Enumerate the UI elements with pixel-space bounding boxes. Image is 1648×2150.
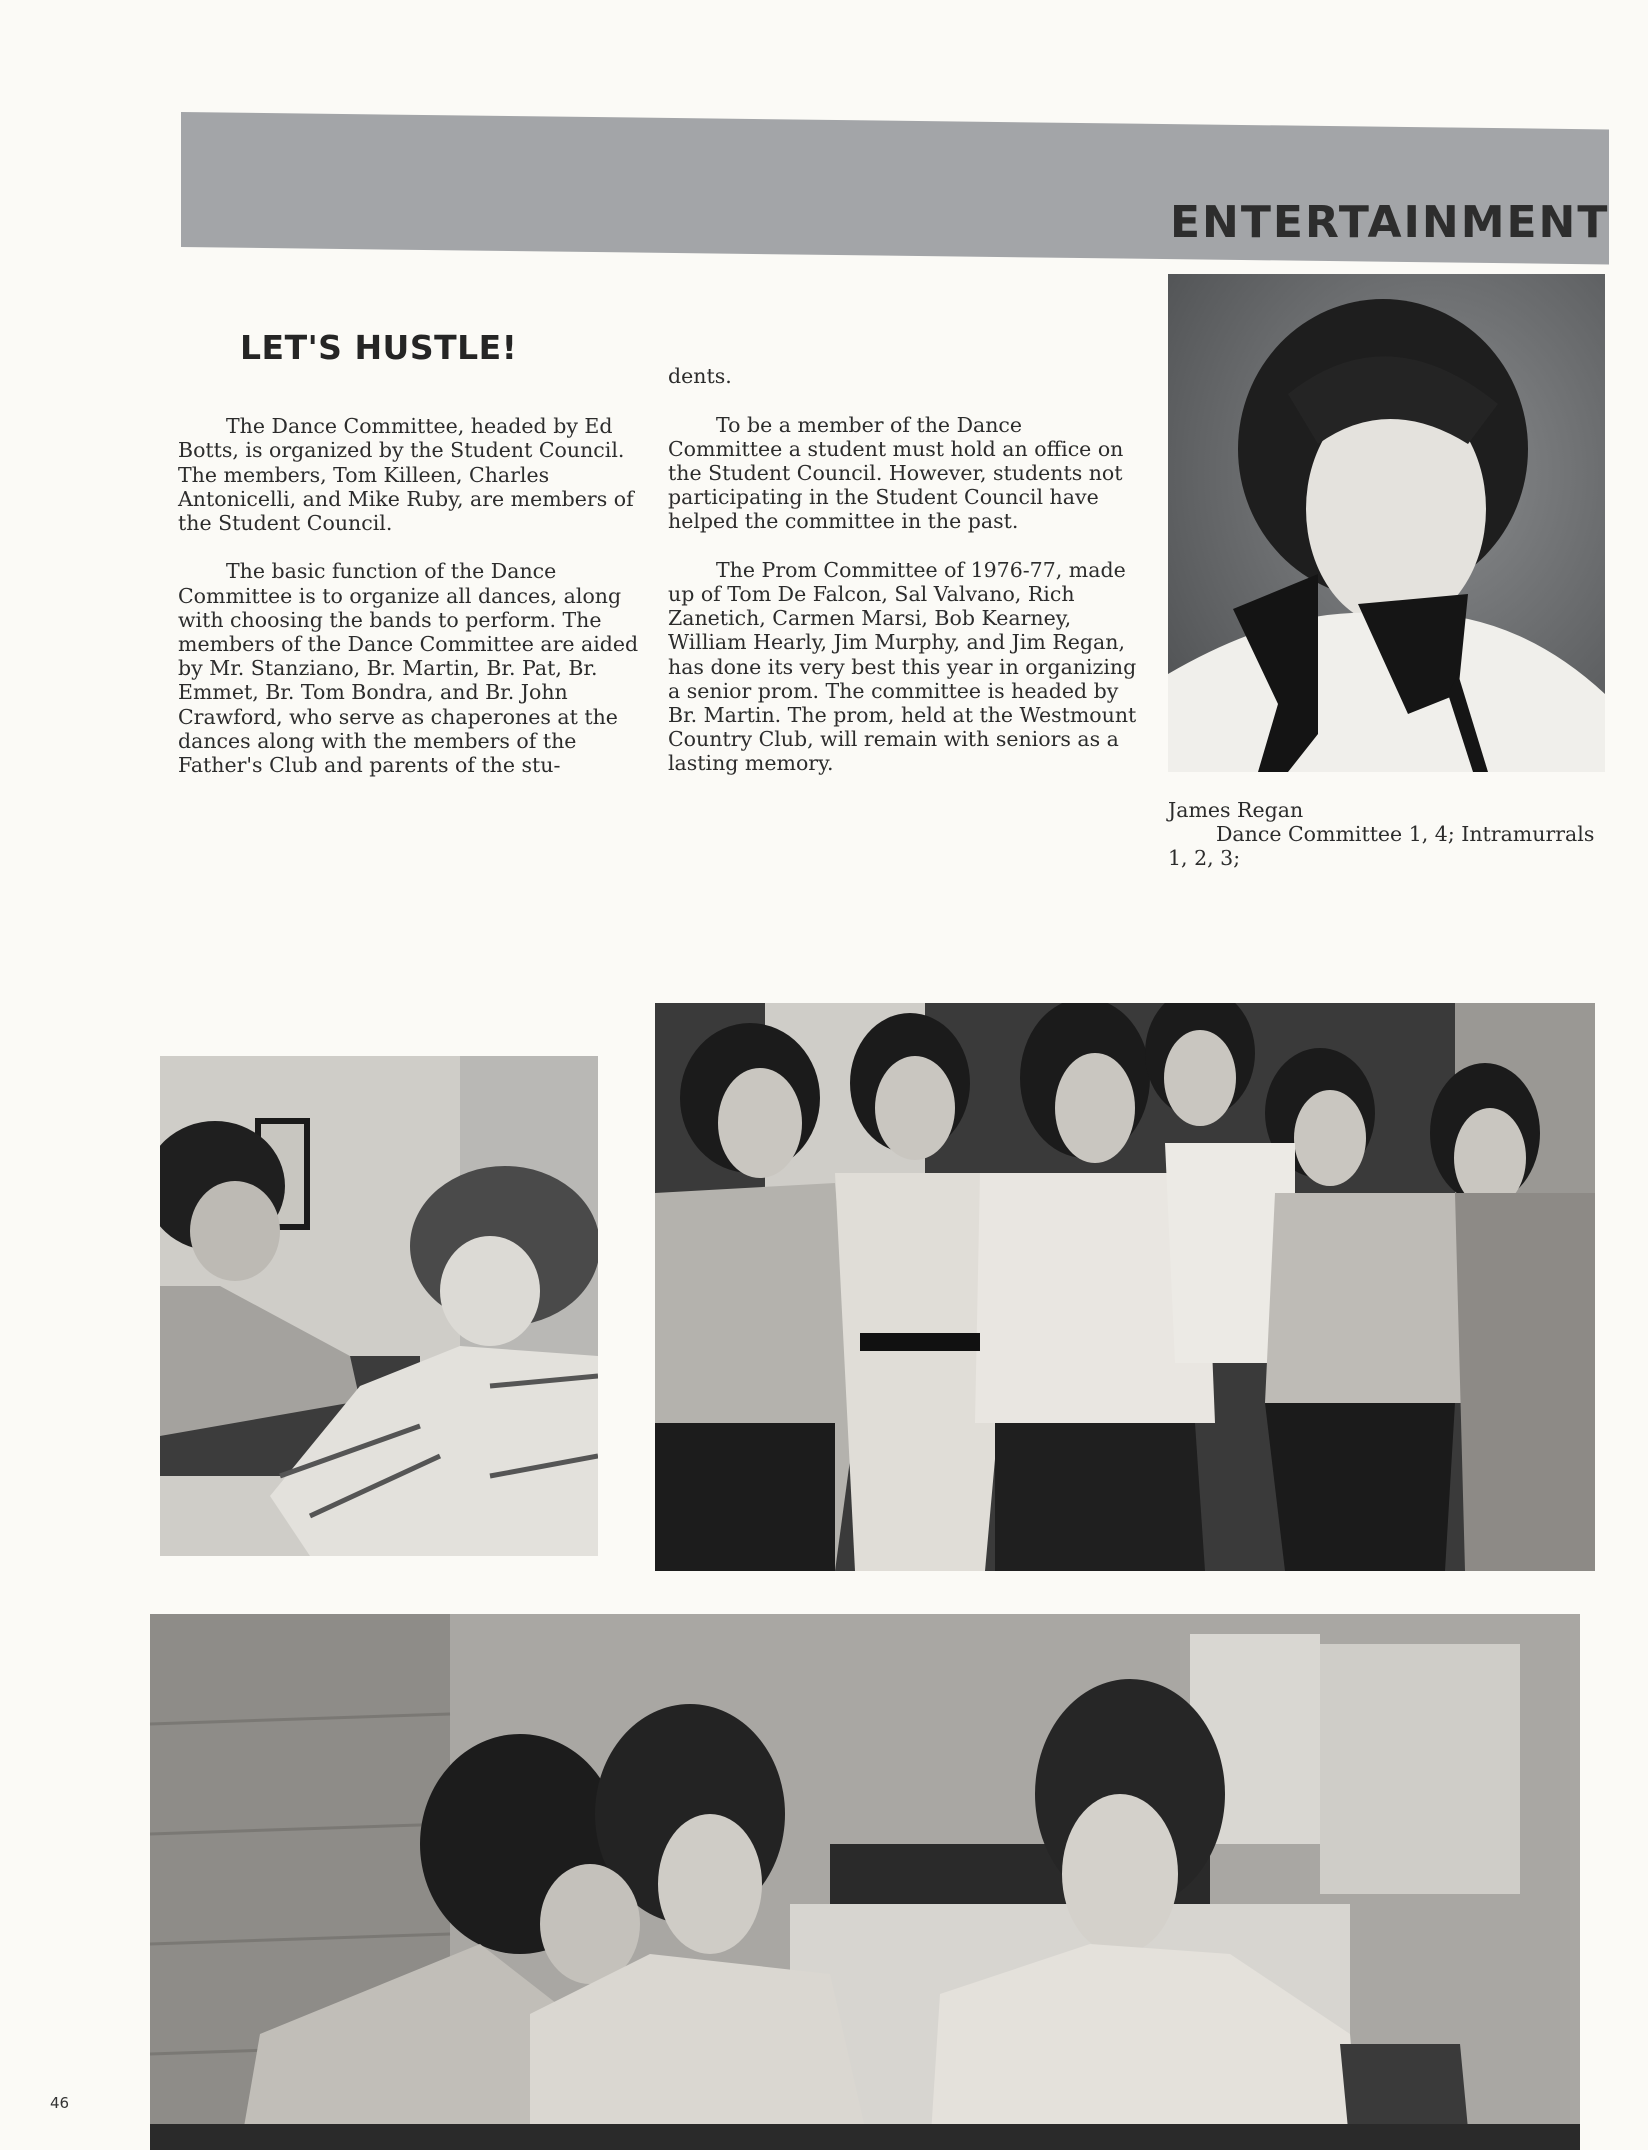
portrait-name: James Regan xyxy=(1168,798,1304,822)
article-column-1 xyxy=(178,390,648,801)
article-headline: LET'S HUSTLE! xyxy=(240,328,518,367)
portrait-caption xyxy=(1168,798,1618,870)
paragraph: To be a member of the Dance Committee a student must hold an office on the Student Council. However, students not participating in the Student Council have helped the committee in the past. xyxy=(668,412,1124,534)
prom-committee-group-photo xyxy=(655,1003,1595,1571)
paragraph: The basic function of the Dance Committee is to organize all dances, along with choosing the bands to perform. The members of the Dance Committee are aided by Mr. Stanziano, Br. Martin, Br. Pat, Br. Emmet, Br. Tom Bondra, and Br. John Crawford, who serve as chaperones at the dances along with the members of the Father's Club and parents of the stu- xyxy=(178,559,639,778)
portrait-activities: Dance Committee 1, 4; Intramurrals 1, 2, 3; xyxy=(1168,822,1595,870)
paragraph: The Dance Committee, headed by Ed Botts, is organized by the Student Council. The members, Tom Killeen, Charles Antonicelli, and Mike Ruby, are members of the Student Council. xyxy=(178,414,634,536)
section-title: ENTERTAINMENT xyxy=(1169,196,1609,248)
paragraph: The Prom Committee of 1976-77, made up of Tom De Falcon, Sal Valvano, Rich Zanetich, Carmen Marsi, Bob Kearney, William Hearly, Jim Murphy, and Jim Regan, has done its very best this year in organizing a senior prom. The committee is headed by Br. Martin. The prom, held at the Westmount Country Club, will remain with seniors as a lasting memory. xyxy=(668,557,1137,776)
students-photo xyxy=(160,1056,598,1556)
paragraph: dents. xyxy=(668,364,732,389)
portrait-photo xyxy=(1168,274,1605,772)
page-number: 46 xyxy=(50,2094,70,2112)
article-column-2 xyxy=(668,340,1138,800)
section-banner xyxy=(181,112,1609,264)
three-students-photo xyxy=(150,1614,1580,2150)
